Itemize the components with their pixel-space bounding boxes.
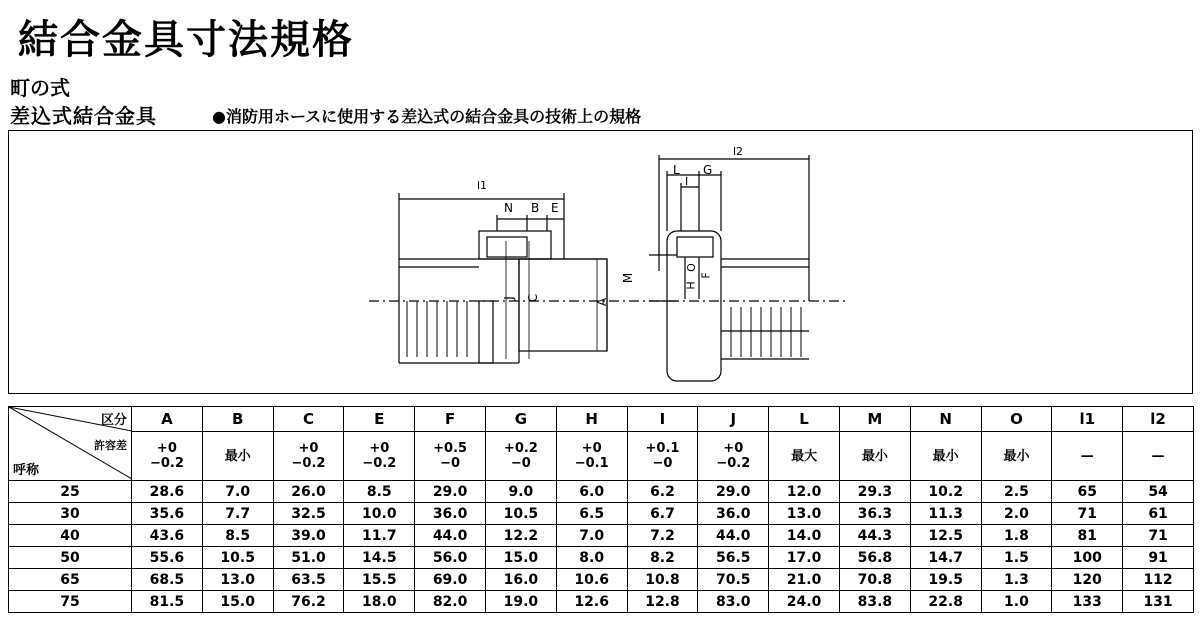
table-cell: 112 — [1123, 569, 1194, 591]
table-corner-cell — [9, 407, 132, 481]
table-cell: 14.7 — [910, 547, 981, 569]
tolerance-cell: 最大 — [769, 432, 840, 481]
table-cell: 10.8 — [627, 569, 698, 591]
table-cell: 19.0 — [485, 591, 556, 613]
table-cell: 12.5 — [910, 525, 981, 547]
dim-label-c: C — [526, 293, 541, 303]
table-cell: 21.0 — [769, 569, 840, 591]
table-cell: 19.5 — [910, 569, 981, 591]
table-cell: 24.0 — [769, 591, 840, 613]
dim-label-l: L — [673, 163, 680, 177]
table-cell: 10.5 — [485, 503, 556, 525]
tolerance-cell: 最小 — [981, 432, 1052, 481]
col-header-c: C — [273, 407, 344, 432]
col-header-n: N — [910, 407, 981, 432]
table-cell: 15.5 — [344, 569, 415, 591]
table-cell: 14.0 — [769, 525, 840, 547]
row-nominal-size: 50 — [9, 547, 132, 569]
table-cell: 8.2 — [627, 547, 698, 569]
table-cell: 17.0 — [769, 547, 840, 569]
table-cell: 54 — [1123, 481, 1194, 503]
tolerance-cell: +0 −0.2 — [132, 432, 203, 481]
col-header-i: I — [627, 407, 698, 432]
table-cell: 1.3 — [981, 569, 1052, 591]
table-cell: 7.7 — [202, 503, 273, 525]
dim-label-l1: l1 — [477, 179, 488, 192]
tolerance-cell: +0.2 −0 — [485, 432, 556, 481]
table-header-row — [9, 407, 1194, 432]
table-cell: 12.6 — [556, 591, 627, 613]
table-cell: 2.0 — [981, 503, 1052, 525]
table-cell: 6.5 — [556, 503, 627, 525]
dim-label-i: I — [685, 175, 689, 188]
table-cell: 43.6 — [132, 525, 203, 547]
row-nominal-size: 65 — [9, 569, 132, 591]
table-cell: 82.0 — [415, 591, 486, 613]
row-nominal-size: 40 — [9, 525, 132, 547]
tolerance-cell: +0.1 −0 — [627, 432, 698, 481]
table-cell: 6.0 — [556, 481, 627, 503]
dim-label-a: A — [595, 297, 610, 307]
table-cell: 6.2 — [627, 481, 698, 503]
table-cell: 71 — [1052, 503, 1123, 525]
tolerance-cell: — — [1052, 432, 1123, 481]
standard-note: ●消防用ホースに使用する差込式の結合金具の技術上の規格 — [212, 107, 642, 126]
table-cell: 76.2 — [273, 591, 344, 613]
tolerance-cell: — — [1123, 432, 1194, 481]
table-cell: 15.0 — [202, 591, 273, 613]
table-cell: 91 — [1123, 547, 1194, 569]
col-header-l1: l1 — [1052, 407, 1123, 432]
tolerance-row — [9, 432, 1194, 481]
table-cell: 56.5 — [698, 547, 769, 569]
table-cell: 44.3 — [839, 525, 910, 547]
coupling-diagram — [8, 130, 1193, 394]
table-cell: 1.5 — [981, 547, 1052, 569]
table-cell: 11.3 — [910, 503, 981, 525]
table-row — [9, 481, 1194, 503]
corner-kubun-label: 区分 — [100, 413, 127, 428]
col-header-m: M — [839, 407, 910, 432]
table-row — [9, 569, 1194, 591]
table-cell: 29.0 — [698, 481, 769, 503]
row-nominal-size: 30 — [9, 503, 132, 525]
dimension-table — [8, 406, 1194, 613]
col-header-l2: l2 — [1123, 407, 1194, 432]
table-cell: 11.7 — [344, 525, 415, 547]
tolerance-cell: +0.5 −0 — [415, 432, 486, 481]
table-cell: 7.2 — [627, 525, 698, 547]
table-cell: 28.6 — [132, 481, 203, 503]
table-cell: 29.0 — [415, 481, 486, 503]
table-row — [9, 547, 1194, 569]
tolerance-cell: +0 −0.2 — [344, 432, 415, 481]
table-cell: 83.0 — [698, 591, 769, 613]
table-row — [9, 503, 1194, 525]
table-cell: 13.0 — [769, 503, 840, 525]
table-cell: 10.0 — [344, 503, 415, 525]
table-cell: 120 — [1052, 569, 1123, 591]
row-nominal-size: 25 — [9, 481, 132, 503]
table-cell: 1.8 — [981, 525, 1052, 547]
table-cell: 63.5 — [273, 569, 344, 591]
dim-label-m: M — [621, 272, 636, 284]
col-header-l: L — [769, 407, 840, 432]
table-cell: 2.5 — [981, 481, 1052, 503]
table-cell: 26.0 — [273, 481, 344, 503]
table-cell: 32.5 — [273, 503, 344, 525]
dim-label-f: F — [699, 272, 713, 279]
table-cell: 13.0 — [202, 569, 273, 591]
col-header-o: O — [981, 407, 1052, 432]
table-cell: 131 — [1123, 591, 1194, 613]
tolerance-cell: 最小 — [910, 432, 981, 481]
table-cell: 44.0 — [698, 525, 769, 547]
table-cell: 70.5 — [698, 569, 769, 591]
dim-label-g: G — [703, 163, 713, 177]
table-cell: 10.6 — [556, 569, 627, 591]
dim-label-h: H — [684, 281, 698, 290]
table-cell: 44.0 — [415, 525, 486, 547]
col-header-g: G — [485, 407, 556, 432]
table-cell: 65 — [1052, 481, 1123, 503]
table-row — [9, 591, 1194, 613]
table-cell: 10.2 — [910, 481, 981, 503]
table-cell: 36.0 — [698, 503, 769, 525]
tolerance-cell: +0 −0.2 — [273, 432, 344, 481]
table-cell: 29.3 — [839, 481, 910, 503]
dim-label-o: O — [684, 263, 698, 272]
table-cell: 18.0 — [344, 591, 415, 613]
subtitle-coupling: 差込式結合金具 — [10, 104, 157, 128]
table-body — [9, 481, 1194, 613]
col-header-b: B — [202, 407, 273, 432]
corner-nominal-label: 呼称 — [13, 463, 40, 478]
table-cell: 7.0 — [202, 481, 273, 503]
table-cell: 12.2 — [485, 525, 556, 547]
table-cell: 14.5 — [344, 547, 415, 569]
table-cell: 56.0 — [415, 547, 486, 569]
table-cell: 100 — [1052, 547, 1123, 569]
table-cell: 36.0 — [415, 503, 486, 525]
col-header-a: A — [132, 407, 203, 432]
tolerance-cell: +0 −0.2 — [698, 432, 769, 481]
table-cell: 9.0 — [485, 481, 556, 503]
tolerance-cell: 最小 — [839, 432, 910, 481]
table-cell: 133 — [1052, 591, 1123, 613]
table-cell: 55.6 — [132, 547, 203, 569]
dim-label-n: N — [504, 201, 513, 215]
tolerance-cell: +0 −0.1 — [556, 432, 627, 481]
table-cell: 8.5 — [344, 481, 415, 503]
col-header-e: E — [344, 407, 415, 432]
table-cell: 51.0 — [273, 547, 344, 569]
dimension-table-wrap — [8, 406, 1193, 613]
table-cell: 61 — [1123, 503, 1194, 525]
coupling-drawing — [9, 131, 1194, 395]
table-cell: 81.5 — [132, 591, 203, 613]
table-cell: 81 — [1052, 525, 1123, 547]
col-header-h: H — [556, 407, 627, 432]
table-cell: 12.0 — [769, 481, 840, 503]
table-cell: 16.0 — [485, 569, 556, 591]
row-nominal-size: 75 — [9, 591, 132, 613]
table-cell: 68.5 — [132, 569, 203, 591]
table-cell: 36.3 — [839, 503, 910, 525]
dim-label-l2: l2 — [733, 145, 744, 158]
table-cell: 22.8 — [910, 591, 981, 613]
table-cell: 7.0 — [556, 525, 627, 547]
dim-label-e: E — [551, 201, 559, 215]
table-cell: 39.0 — [273, 525, 344, 547]
table-cell: 83.8 — [839, 591, 910, 613]
table-cell: 12.8 — [627, 591, 698, 613]
tolerance-cell: 最小 — [202, 432, 273, 481]
table-cell: 56.8 — [839, 547, 910, 569]
dim-label-b: B — [531, 201, 540, 215]
table-cell: 6.7 — [627, 503, 698, 525]
table-cell: 35.6 — [132, 503, 203, 525]
table-cell: 8.0 — [556, 547, 627, 569]
table-cell: 71 — [1123, 525, 1194, 547]
table-cell: 1.0 — [981, 591, 1052, 613]
table-cell: 15.0 — [485, 547, 556, 569]
subtitle-type: 町の式 — [10, 76, 70, 100]
col-header-f: F — [415, 407, 486, 432]
page-title: 結合金具寸法規格 — [18, 17, 354, 63]
table-cell: 70.8 — [839, 569, 910, 591]
table-cell: 8.5 — [202, 525, 273, 547]
col-header-j: J — [698, 407, 769, 432]
table-row — [9, 525, 1194, 547]
table-cell: 69.0 — [415, 569, 486, 591]
corner-tolerance-label: 許容差 — [94, 439, 127, 452]
dim-label-j: J — [501, 296, 516, 300]
table-cell: 10.5 — [202, 547, 273, 569]
